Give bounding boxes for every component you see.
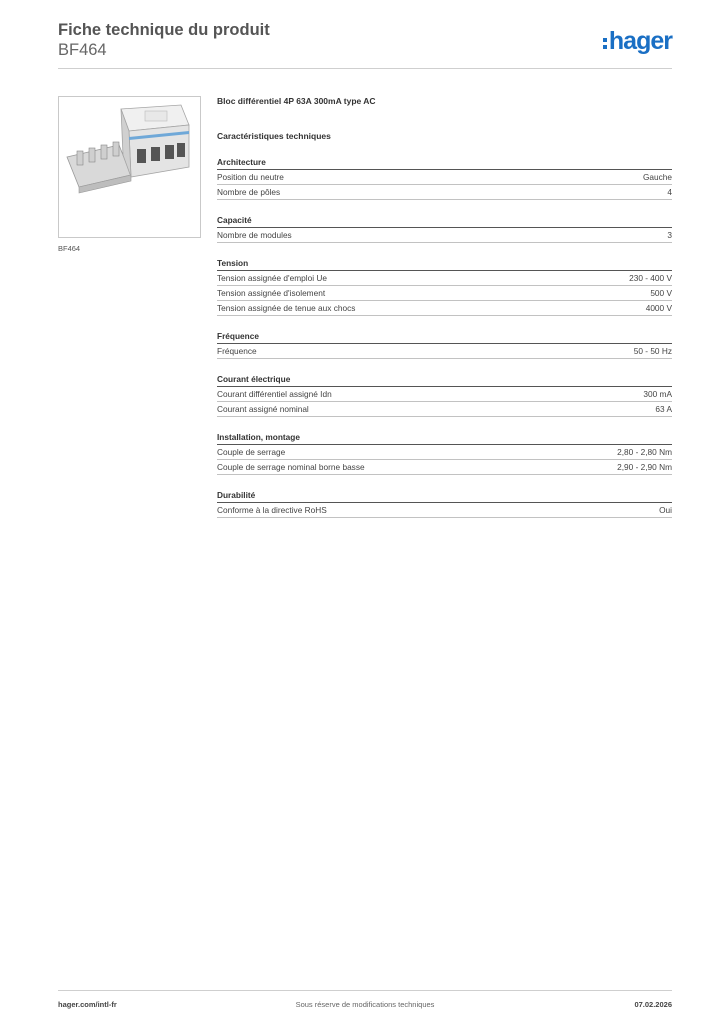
section-title: Architecture	[217, 156, 672, 170]
spec-label: Position du neutre	[217, 172, 284, 182]
spec-label: Tension assignée d'isolement	[217, 288, 326, 298]
image-caption: BF464	[58, 244, 81, 253]
spec-row	[217, 344, 672, 359]
spec-row	[217, 271, 672, 286]
spec-value: 2,90 - 2,90 Nm	[617, 462, 672, 472]
spec-value: 4000 V	[645, 303, 672, 313]
spec-label: Courant assigné nominal	[217, 404, 309, 414]
logo-text: hager	[608, 27, 672, 55]
product-name: Bloc différentiel 4P 63A 300mA type AC	[217, 96, 376, 106]
spec-row	[217, 460, 672, 475]
residual-current-block-icon	[59, 97, 200, 237]
spec-value: 300 mA	[643, 389, 672, 399]
logo-dots-icon	[603, 38, 607, 49]
product-specs	[217, 95, 672, 518]
spec-row	[217, 170, 672, 185]
spec-row	[217, 402, 672, 417]
footer-date: 07.02.2026	[634, 1000, 672, 1009]
spec-value: 2,80 - 2,80 Nm	[617, 447, 672, 457]
spec-section	[217, 489, 672, 518]
spec-row	[217, 301, 672, 316]
spec-section	[217, 431, 672, 475]
header-divider	[58, 68, 672, 69]
spec-label: Conforme à la directive RoHS	[217, 505, 327, 515]
footer-notice: Sous réserve de modifications techniques	[295, 1000, 435, 1009]
page-footer	[58, 990, 672, 1009]
section-title: Fréquence	[217, 330, 672, 344]
page-header	[58, 20, 672, 70]
spec-section	[217, 257, 672, 316]
spec-row	[217, 228, 672, 243]
section-title: Installation, montage	[217, 431, 672, 445]
section-title: Courant électrique	[217, 373, 672, 387]
spec-label: Tension assignée de tenue aux chocs	[217, 303, 356, 313]
spec-row	[217, 286, 672, 301]
spec-value: Oui	[659, 505, 672, 515]
spec-row	[217, 185, 672, 200]
hager-logo[interactable]	[603, 26, 672, 56]
spec-row	[217, 387, 672, 402]
product-reference: BF464	[58, 41, 107, 59]
spec-label: Couple de serrage	[217, 447, 286, 457]
product-image	[58, 96, 201, 238]
spec-section	[217, 373, 672, 417]
section-title: Capacité	[217, 214, 672, 228]
footer-website-link[interactable]: hager.com/intl-fr	[58, 1000, 117, 1009]
document-title: Fiche technique du produit	[58, 21, 270, 39]
spec-section	[217, 156, 672, 200]
spec-value: 63 A	[655, 404, 672, 414]
spec-section	[217, 214, 672, 243]
spec-value: 50 - 50 Hz	[633, 346, 672, 356]
characteristics-title: Caractéristiques techniques	[217, 131, 331, 141]
spec-value: 500 V	[650, 288, 672, 298]
spec-value: 4	[667, 187, 672, 197]
spec-row	[217, 503, 672, 518]
section-title: Tension	[217, 257, 672, 271]
spec-label: Tension assignée d'emploi Ue	[217, 273, 327, 283]
spec-value: 230 - 400 V	[629, 273, 672, 283]
spec-label: Fréquence	[217, 346, 257, 356]
spec-label: Couple de serrage nominal borne basse	[217, 462, 365, 472]
spec-row	[217, 445, 672, 460]
spec-value: Gauche	[642, 172, 672, 182]
spec-section	[217, 330, 672, 359]
spec-value: 3	[667, 230, 672, 240]
spec-label: Nombre de pôles	[217, 187, 281, 197]
spec-label: Courant différentiel assigné Idn	[217, 389, 332, 399]
section-title: Durabilité	[217, 489, 672, 503]
spec-label: Nombre de modules	[217, 230, 292, 240]
